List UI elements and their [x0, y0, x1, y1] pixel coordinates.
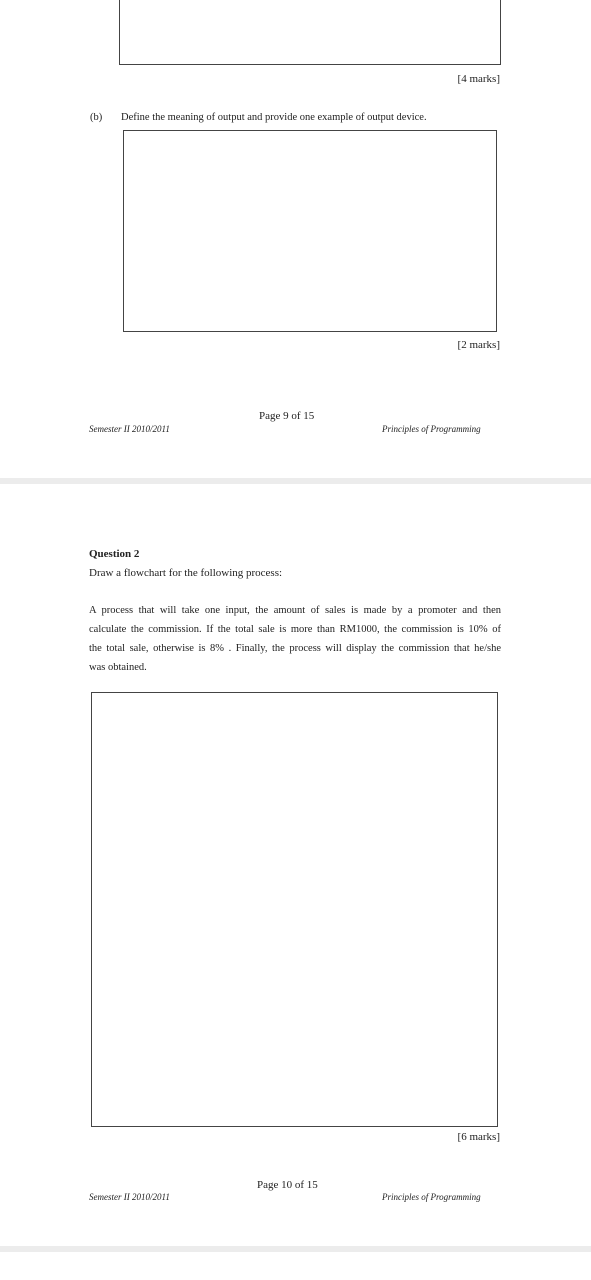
question-2-instruction: Draw a flowchart for the following process: [89, 567, 283, 579]
previous-answer-box[interactable] [119, 0, 501, 65]
part-b-question: Define the meaning of output and provide one example of output device. [121, 112, 427, 123]
question-2-heading: Question 2 [89, 548, 140, 560]
footer-semester: Semester II 2010/2011 [89, 424, 170, 434]
part-b-label: (b) [90, 112, 103, 123]
description-line: A process that will take one input, the amount of sales is made by a promoter and then [89, 605, 501, 616]
page-separator [0, 1246, 591, 1252]
question-2-marks: [6 marks] [457, 1131, 500, 1143]
previous-answer-marks: [4 marks] [457, 73, 500, 85]
question-2-description [89, 601, 501, 677]
footer-course: Principles of Programming [382, 424, 481, 434]
page-number: Page 9 of 15 [259, 410, 315, 422]
footer-course: Principles of Programming [382, 1192, 481, 1202]
part-b-answer-box[interactable] [123, 130, 497, 332]
page-number: Page 10 of 15 [257, 1179, 318, 1191]
flowchart-answer-box[interactable] [91, 692, 498, 1127]
page-9 [0, 0, 591, 478]
footer-semester: Semester II 2010/2011 [89, 1192, 170, 1202]
page-10 [0, 484, 591, 1246]
description-line: the total sale, otherwise is 8% . Finally, the process will display the commission that he/she [89, 643, 501, 654]
part-b-marks: [2 marks] [457, 339, 500, 351]
description-line: was obtained. [89, 662, 147, 673]
description-line: calculate the commission. If the total sale is more than RM1000, the commission is 10% of [89, 624, 501, 635]
